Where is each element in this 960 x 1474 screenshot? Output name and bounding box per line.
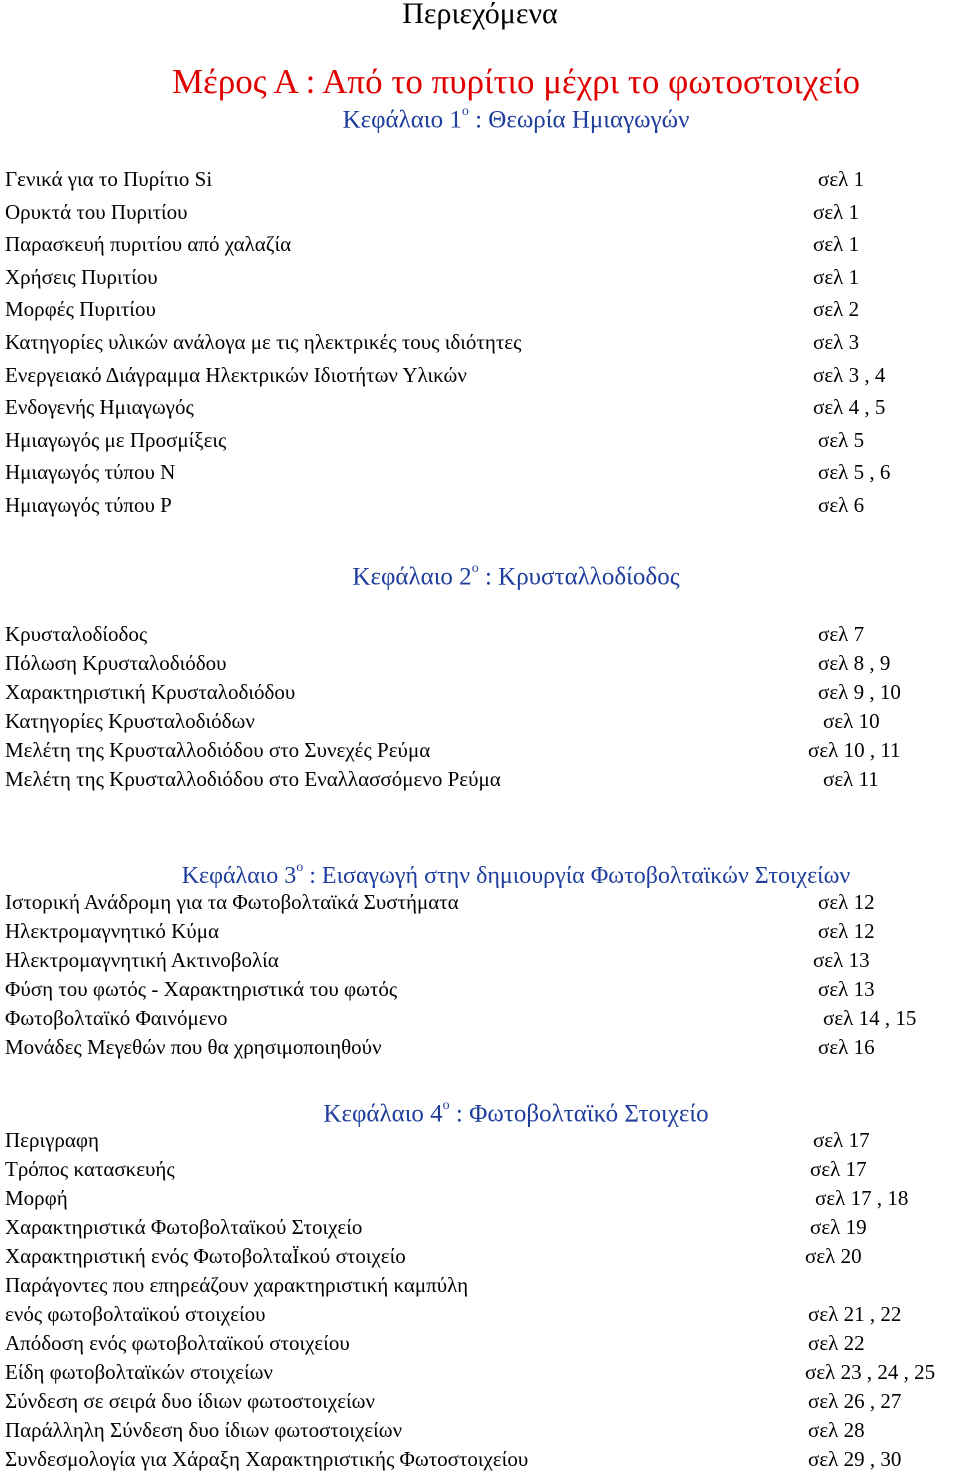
toc-entry[interactable]: [0, 975, 960, 1004]
chapter-1-heading: [0, 100, 960, 135]
chapter-3-title: : Εισαγωγή στην δημιουργία Φωτοβολταϊκών Στοιχείων: [303, 863, 851, 889]
entry-label: Φωτοβολταϊκό Φαινόμενο: [5, 1006, 228, 1030]
chapter-4-entries: [0, 1126, 960, 1474]
toc-entry[interactable]: [0, 1358, 960, 1387]
entry-page: σελ 10: [823, 709, 880, 733]
toc-entry[interactable]: [0, 1155, 960, 1184]
toc-entry[interactable]: [0, 228, 960, 261]
entry-label: Μορφή: [5, 1186, 68, 1210]
entry-page: σελ 9 , 10: [818, 680, 901, 704]
entry-label: Απόδοση ενός φωτοβολταϊκού στοιχείου: [5, 1331, 350, 1355]
toc-title: Περιεχόμενα: [402, 0, 558, 30]
entry-label: Περιγραφη: [5, 1128, 99, 1152]
entry-label: Κρυσταλοδίοδος: [5, 622, 148, 646]
toc-entry[interactable]: [0, 888, 960, 917]
entry-page: σελ 23 , 24 , 25: [805, 1360, 936, 1384]
entry-page: σελ 6: [818, 492, 865, 517]
entry-label: Πόλωση Κρυσταλοδιόδου: [5, 651, 227, 675]
entry-page: σελ 3: [813, 329, 860, 354]
entry-page: σελ 12: [818, 919, 875, 943]
entry-label: Μελέτη της Κρυσταλλοδιόδου στο Συνεχές Ρεύμα: [5, 738, 431, 762]
entry-page: σελ 13: [813, 948, 870, 972]
entry-label: Χρήσεις Πυριτίου: [5, 264, 158, 289]
entry-label: Ημιαγωγός τύπου Ρ: [5, 492, 172, 517]
toc-entry[interactable]: [0, 1300, 960, 1329]
entry-page: σελ 22: [808, 1331, 865, 1355]
chapter-4-ordinal: ο: [442, 1098, 450, 1113]
entry-page: σελ 12: [818, 890, 875, 914]
part-title: Μέρος Α : Από το πυρίτιο μέχρι το φωτοστοιχείο: [172, 62, 860, 101]
entry-label: Παράγοντες που επηρεάζουν χαρακτηριστική καμπύλη: [5, 1273, 469, 1297]
entry-label: Ηλεκτρομαγνητική Ακτινοβολία: [5, 948, 279, 972]
entry-label: Γενικά για το Πυρίτιο Si: [5, 167, 213, 191]
toc-entry[interactable]: [0, 1271, 960, 1300]
entry-page: σελ 8 , 9: [818, 651, 891, 675]
entry-label: Ενδογενής Ημιαγωγός: [5, 395, 194, 420]
entry-label: ενός φωτοβολταϊκού στοιχείου: [5, 1302, 266, 1326]
entry-label: Φύση του φωτός - Χαρακτηριστικά του φωτός: [5, 977, 398, 1001]
toc-entry[interactable]: [0, 1416, 960, 1445]
chapter-1-prefix: Κεφάλαιο 1: [342, 106, 462, 134]
toc-entry[interactable]: [0, 1126, 960, 1155]
chapter-4-prefix: Κεφάλαιο 4: [323, 1100, 443, 1128]
toc-entry[interactable]: [0, 489, 960, 522]
chapter-4-title: : Φωτοβολταϊκό Στοιχείο: [449, 1100, 709, 1128]
toc-entry[interactable]: [0, 196, 960, 229]
entry-page: σελ 5 , 6: [818, 460, 891, 485]
entry-label: Παρασκευή πυριτίου από χαλαζία: [5, 232, 292, 257]
entry-label: Σύνδεση σε σειρά δυο ίδιων φωτοστοιχείων: [5, 1389, 375, 1413]
entry-page: σελ 4 , 5: [813, 395, 886, 420]
chapter-3-heading: [0, 856, 960, 891]
entry-page: σελ 19: [810, 1215, 867, 1239]
chapter-3-prefix: Κεφάλαιο 3: [181, 863, 297, 889]
toc-entry[interactable]: [0, 1213, 960, 1242]
entry-page: σελ 1: [813, 264, 860, 289]
chapter-3-entries: [0, 888, 960, 1062]
entry-page: σελ 28: [808, 1418, 865, 1442]
toc-entry[interactable]: [0, 1387, 960, 1416]
toc-entry[interactable]: [0, 678, 960, 707]
entry-page: σελ 16: [818, 1035, 875, 1059]
entry-label: Ημιαγωγός με Προσμίξεις: [5, 427, 227, 452]
entry-page: σελ 7: [818, 622, 865, 646]
toc-entry[interactable]: [0, 456, 960, 489]
entry-label: Τρόπος κατασκευής: [5, 1157, 175, 1181]
toc-entry[interactable]: [0, 326, 960, 359]
entry-page: σελ 2: [813, 297, 860, 322]
entry-label: Ιστορική Ανάδρομη για τα Φωτοβολταϊκά Συστήματα: [5, 890, 459, 914]
chapter-2-title: : Κρυσταλλοδίοδος: [478, 563, 680, 591]
entry-label: Ορυκτά του Πυριτίου: [5, 199, 188, 224]
chapter-1-ordinal: ο: [461, 104, 469, 119]
chapter-2-prefix: Κεφάλαιο 2: [352, 563, 472, 591]
entry-label: Μορφές Πυριτίου: [5, 297, 156, 322]
entry-label: Χαρακτηριστική Κρυσταλοδιόδου: [5, 680, 296, 704]
entry-page: σελ 14 , 15: [823, 1006, 917, 1030]
toc-entry[interactable]: [0, 946, 960, 975]
toc-entry[interactable]: [0, 293, 960, 326]
entry-page: σελ 29 , 30: [808, 1447, 902, 1471]
entry-page: σελ 21 , 22: [808, 1302, 902, 1326]
entry-label: Είδη φωτοβολταϊκών στοιχείων: [5, 1360, 273, 1384]
toc-entry[interactable]: [0, 620, 960, 649]
entry-label: Κατηγορίες Κρυσταλοδιόδων: [5, 709, 255, 733]
toc-entry[interactable]: [0, 707, 960, 736]
toc-entry[interactable]: [0, 391, 960, 424]
entry-label: Χαρακτηριστικά Φωτοβολταϊκού Στοιχείο: [5, 1215, 363, 1239]
toc-entry[interactable]: [0, 1184, 960, 1213]
toc-entry[interactable]: [0, 359, 960, 392]
entry-page: σελ 11: [823, 767, 879, 791]
toc-entry[interactable]: [0, 424, 960, 457]
entry-label: Χαρακτηριστική ενός ΦωτοβολταΪκού στοιχείο: [5, 1244, 406, 1268]
toc-entry[interactable]: [0, 163, 960, 196]
entry-label: Συνδεσμολογία για Χάραξη Χαρακτηριστικής Φωτοστοιχείου: [5, 1447, 529, 1471]
chapter-3-ordinal: ο: [296, 860, 304, 875]
entry-page: σελ 17: [813, 1128, 870, 1152]
entry-label: Παράλληλη Σύνδεση δυο ίδιων φωτοστοιχείων: [5, 1418, 403, 1442]
chapter-4-heading: [0, 1094, 960, 1129]
entry-page: σελ 26 , 27: [808, 1389, 902, 1413]
entry-label: Μονάδες Μεγεθών που θα χρησιμοποιηθούν: [5, 1035, 382, 1059]
entry-page: σελ 1: [813, 232, 860, 257]
entry-label: Ενεργειακό Διάγραμμα Ηλεκτρικών Ιδιοτήτων Υλικών: [5, 362, 467, 387]
toc-entry[interactable]: [0, 917, 960, 946]
chapter-1-entries: [0, 163, 960, 522]
toc-entry[interactable]: [0, 261, 960, 294]
toc-entry[interactable]: [0, 1445, 960, 1474]
toc-entry[interactable]: [0, 1033, 960, 1062]
toc-entry[interactable]: [0, 1242, 960, 1271]
entry-label: Ημιαγωγός τύπου Ν: [5, 460, 176, 485]
entry-page: σελ 17 , 18: [815, 1186, 909, 1210]
entry-page: σελ 17: [810, 1157, 867, 1181]
entry-page: σελ 3 , 4: [813, 362, 886, 387]
toc-entry[interactable]: [0, 765, 960, 794]
entry-page: σελ 1: [813, 199, 860, 224]
toc-entry[interactable]: [0, 736, 960, 765]
entry-label: Μελέτη της Κρυσταλλοδιόδου στο Εναλλασσόμενο Ρεύμα: [5, 767, 501, 791]
entry-label: Ηλεκτρομαγνητικό Κύμα: [5, 919, 219, 943]
toc-entry[interactable]: [0, 1004, 960, 1033]
entry-page: σελ 5: [818, 427, 865, 452]
toc-entry[interactable]: [0, 1329, 960, 1358]
entry-page: σελ 13: [818, 977, 875, 1001]
entry-page: σελ 20: [805, 1244, 862, 1268]
chapter-1-title: : Θεωρία Ημιαγωγών: [468, 106, 690, 134]
entry-page: σελ 10 , 11: [808, 738, 901, 762]
entry-page: σελ 1: [818, 167, 865, 191]
chapter-2-ordinal: ο: [471, 561, 479, 576]
entry-label: Κατηγορίες υλικών ανάλογα με τις ηλεκτρικές τους ιδιότητες: [5, 329, 522, 354]
chapter-2-entries: [0, 620, 960, 794]
chapter-2-heading: [0, 557, 960, 592]
toc-entry[interactable]: [0, 649, 960, 678]
